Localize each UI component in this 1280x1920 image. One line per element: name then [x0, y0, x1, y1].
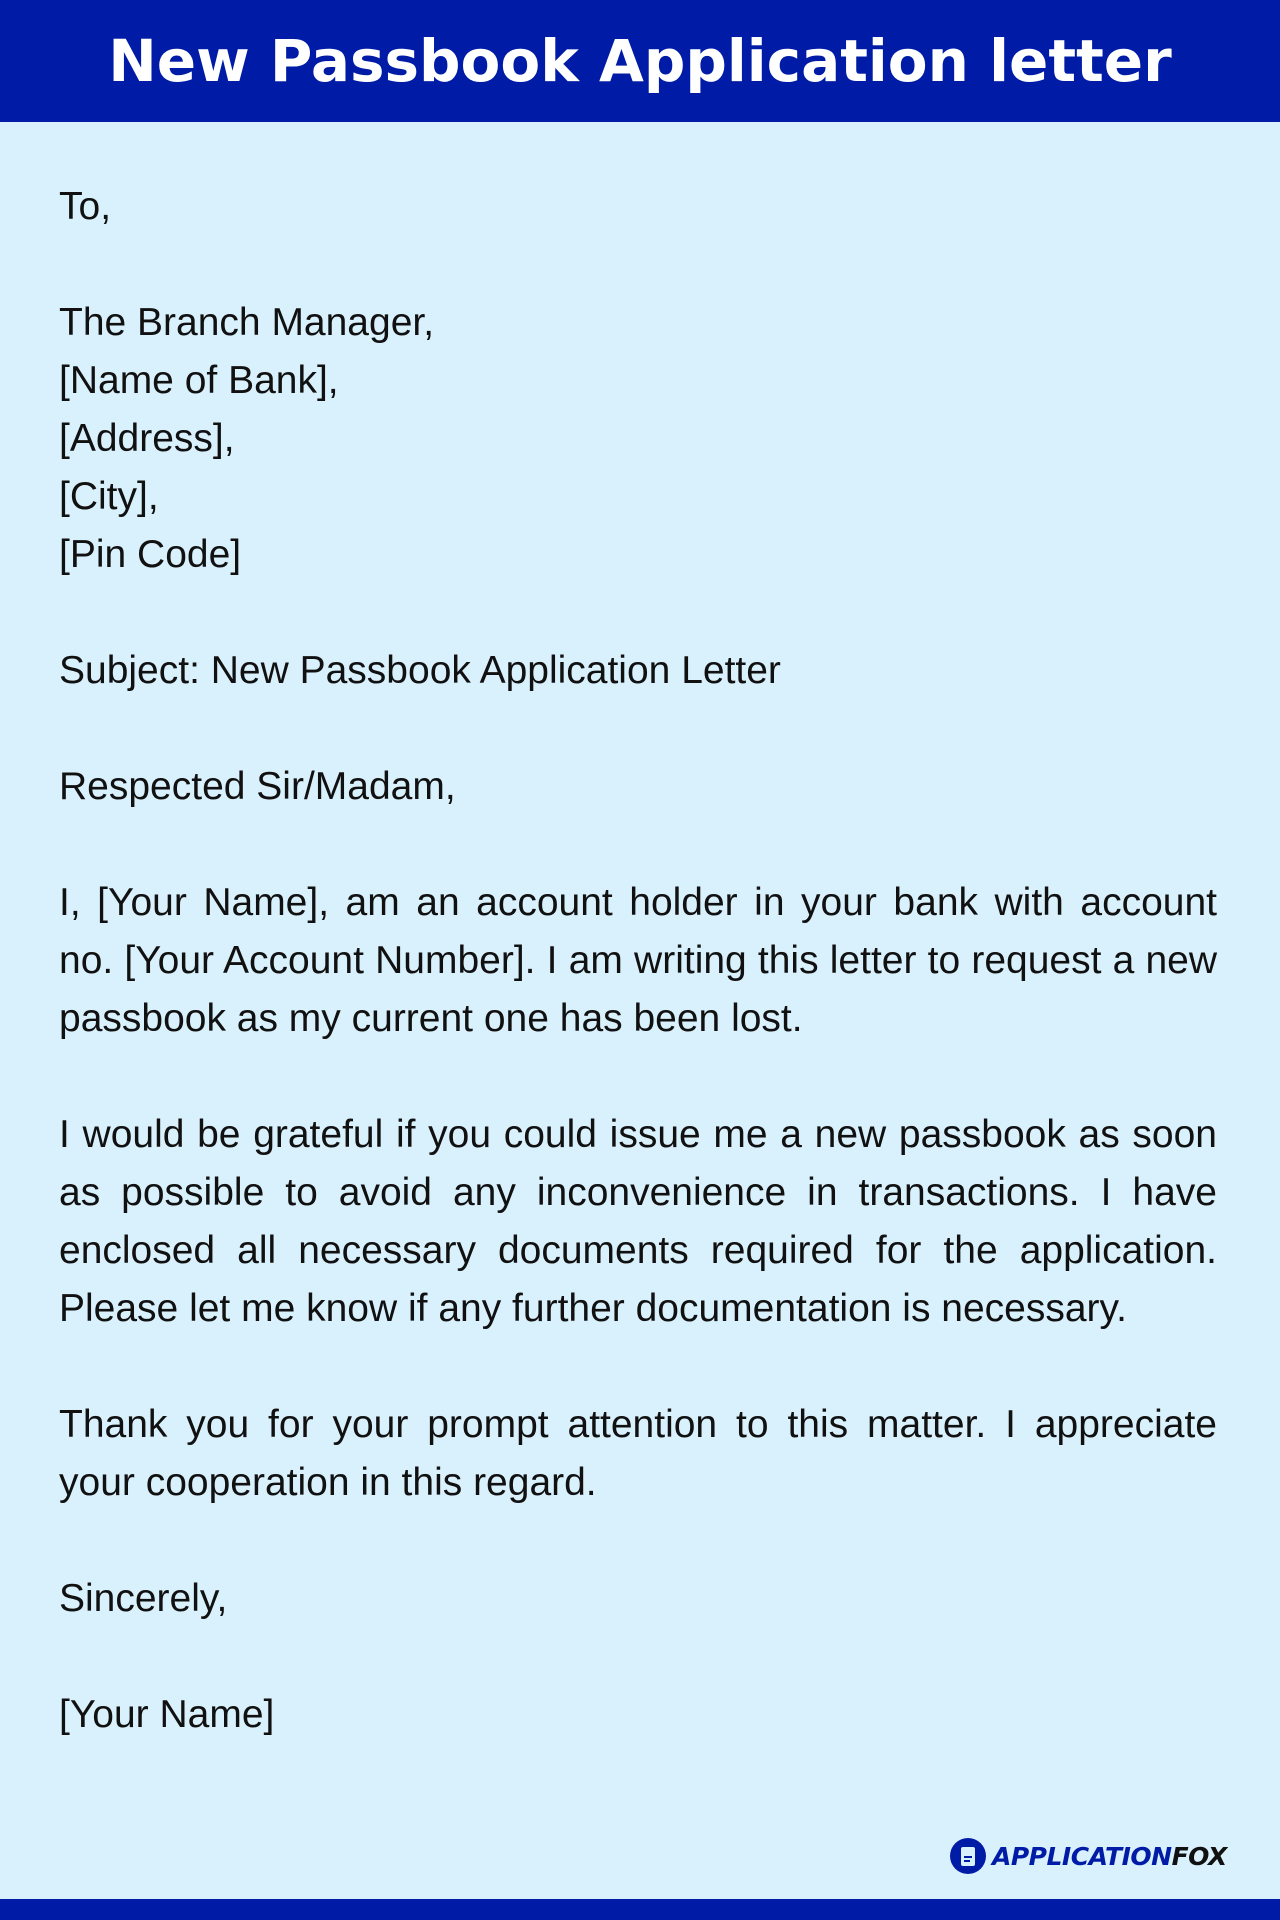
salutation-to: To,	[59, 185, 112, 228]
page-title: New Passbook Application letter	[108, 27, 1172, 95]
document-icon	[950, 1838, 986, 1874]
paragraph: I would be grateful if you could issue me a new passbook as soon as possible to avoid any inconvenience in transactions. I have enclosed all necessary documents required for the application. Please let me know if any further documentation is necessary.	[59, 1113, 1217, 1330]
closing: Sincerely,	[59, 1577, 228, 1620]
logo-text-application: APPLICATION	[992, 1841, 1172, 1871]
address-line: [Pin Code]	[59, 533, 242, 576]
address-line: [City],	[59, 475, 159, 518]
paragraph: I, [Your Name], am an account holder in your bank with account no. [Your Account Number]. I am writing this letter to request a new passbook as my current one has been lost.	[59, 881, 1217, 1040]
signature: [Your Name]	[59, 1693, 275, 1736]
applicationfox-logo	[950, 1838, 1227, 1874]
paragraph: Thank you for your prompt attention to this matter. I appreciate your cooperation in this regard.	[59, 1403, 1217, 1504]
greeting: Respected Sir/Madam,	[59, 765, 456, 808]
letter-body	[59, 178, 1217, 1744]
footer-bar	[0, 1899, 1280, 1920]
logo-text-fox: FOX	[1171, 1841, 1227, 1871]
header-banner	[0, 0, 1280, 122]
subject-line: Subject: New Passbook Application Letter	[59, 649, 781, 692]
address-line: The Branch Manager,	[59, 301, 435, 344]
address-line: [Address],	[59, 417, 235, 460]
address-line: [Name of Bank],	[59, 359, 339, 402]
